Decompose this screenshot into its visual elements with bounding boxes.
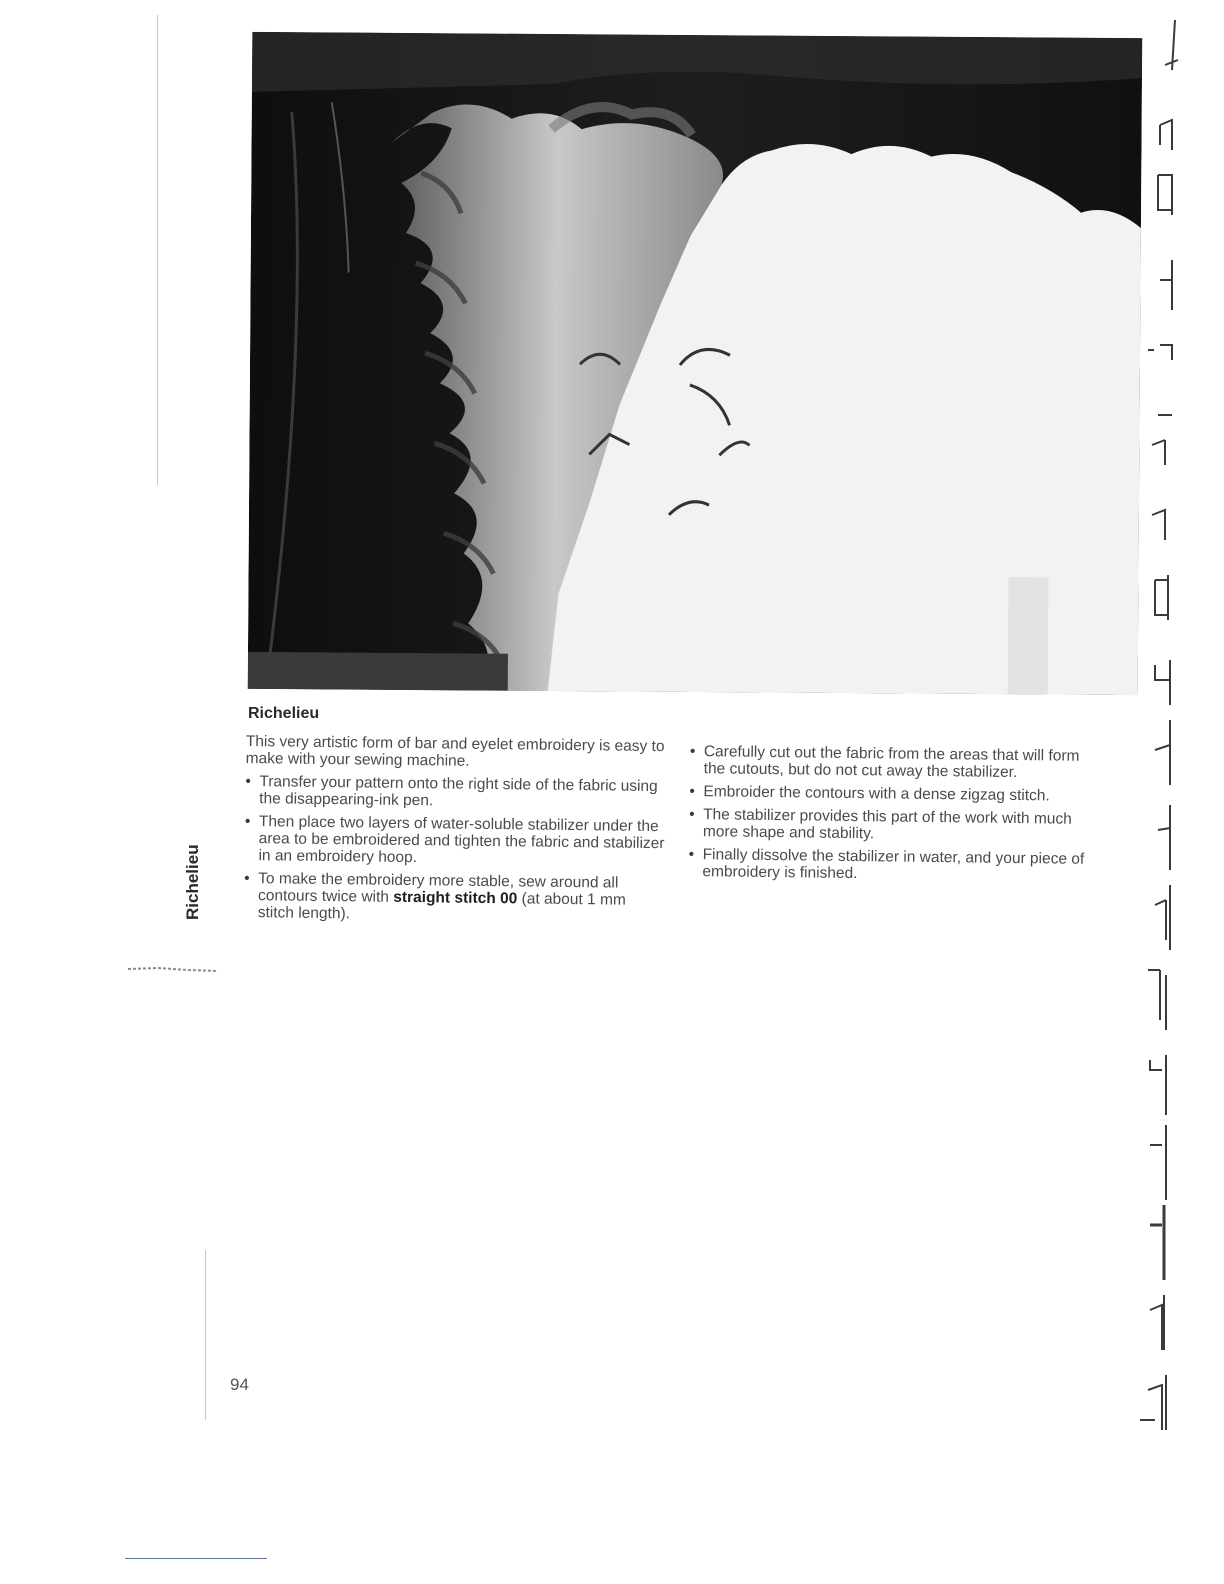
list-item (244, 870, 665, 926)
list-item: • Transfer your pattern onto the right side of the fabric using the disappearing-ink pen. (245, 773, 665, 812)
right-step-list (688, 743, 1100, 885)
left-column (244, 733, 666, 932)
list-item: • Embroider the contours with a dense zigzag stitch. (689, 783, 1099, 805)
section-heading: Richelieu (248, 705, 320, 722)
list-item: • Carefully cut out the fabric from the areas that will form the cutouts, but do not cut away the stabilizer. (690, 743, 1100, 782)
scan-smudge (128, 965, 218, 973)
index-tab-marks (1120, 20, 1190, 1440)
bottom-rule (125, 1558, 267, 1559)
list-item: • Finally dissolve the stabilizer in water, and your piece of embroidery is finished. (688, 846, 1098, 885)
step-text: (at about 1 mm stitch length). (257, 890, 626, 923)
intro-paragraph: This very artistic form of bar and eyelet embroidery is easy to make with your sewing machine. (245, 733, 665, 770)
step-text: To make the embroidery more stable, sew around all contours twice with (257, 870, 619, 906)
stitch-name: straight stitch 00 (393, 888, 518, 908)
margin-line-upper (157, 15, 158, 485)
right-column (688, 743, 1100, 891)
margin-line-lower (205, 1250, 206, 1420)
left-step-list (244, 773, 666, 926)
list-item: • The stabilizer provides this part of the work with much more shape and stability. (689, 806, 1099, 845)
list-item: • Then place two layers of water-soluble stabilizer under the area to be embroidered and tighten the fabric and stabilizer in an embroidery hoop. (244, 813, 665, 869)
page-number: 94 (230, 1375, 249, 1394)
embroidery-photo (248, 32, 1143, 695)
side-tab-label: Richelieu (183, 844, 202, 920)
richelieu-embroidery-image (248, 32, 1143, 695)
